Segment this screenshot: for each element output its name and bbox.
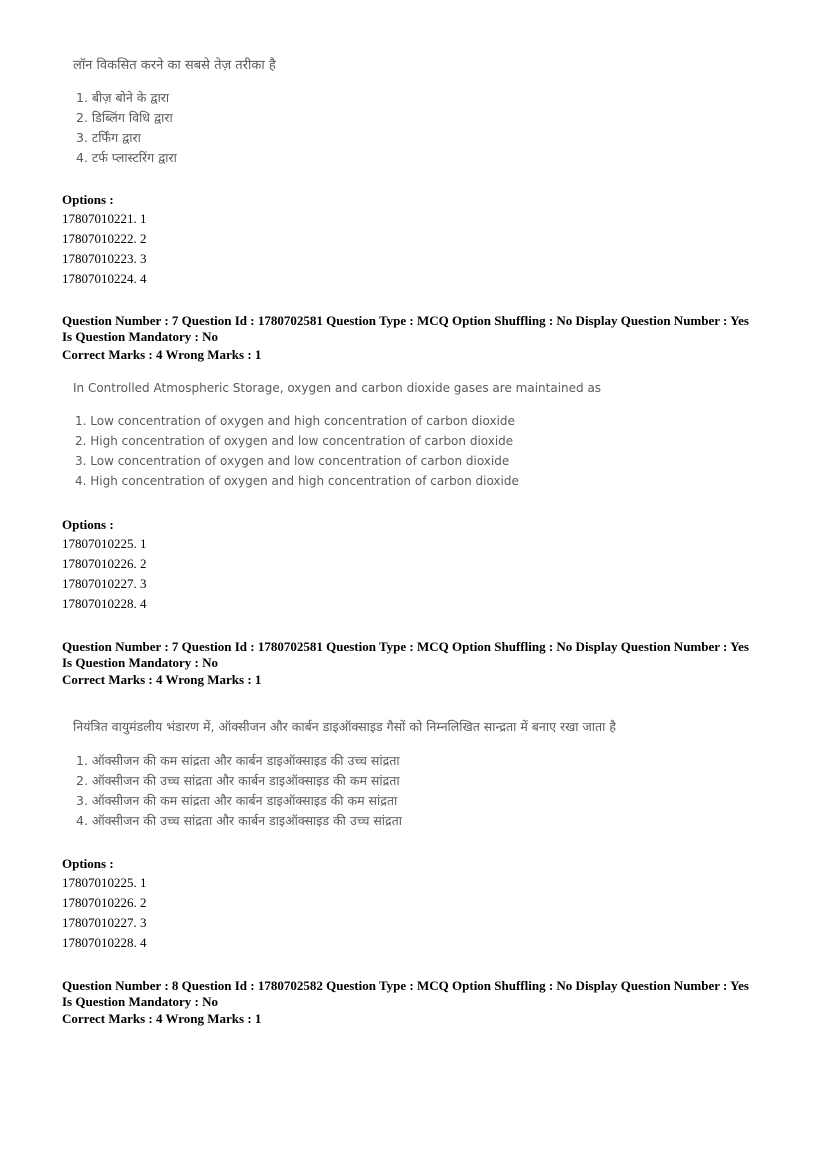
question-choice: 1. ऑक्सीजन की कम सांद्रता और कार्बन डाइऑक्साइड की उच्च सांद्रता: [76, 753, 400, 768]
option-id: 17807010225. 1: [62, 536, 147, 551]
question-marks: Correct Marks : 4 Wrong Marks : 1: [62, 1011, 262, 1026]
question-choice: 2. High concentration of oxygen and low concentration of carbon dioxide: [75, 434, 514, 448]
question-marks: Correct Marks : 4 Wrong Marks : 1: [62, 347, 262, 362]
question-choice: 3. टर्फिंग द्वारा: [76, 130, 141, 145]
question-mandatory: Is Question Mandatory : No: [62, 994, 219, 1009]
option-id: 17807010226. 2: [62, 895, 147, 910]
question-choice: 4. High concentration of oxygen and high concentration of carbon dioxide: [75, 474, 519, 488]
option-id: 17807010224. 4: [62, 271, 147, 286]
option-id: 17807010228. 4: [62, 935, 147, 950]
option-id: 17807010227. 3: [62, 915, 147, 930]
option-id: 17807010221. 1: [62, 211, 147, 226]
option-id: 17807010222. 2: [62, 231, 147, 246]
question-stem: लॉन विकसित करने का सबसे तेज़ तरीका है: [73, 58, 276, 73]
options-label: Options :: [62, 517, 114, 532]
option-id: 17807010227. 3: [62, 576, 147, 591]
option-id: 17807010228. 4: [62, 596, 147, 611]
question-choice: 1. Low concentration of oxygen and high concentration of carbon dioxide: [75, 414, 515, 428]
question-choice: 4. टर्फ प्लास्टरिंग द्वारा: [76, 150, 177, 165]
option-id: 17807010223. 3: [62, 251, 147, 266]
question-choice: 2. डिब्लिंग विधि द्वारा: [76, 110, 173, 125]
question-marks: Correct Marks : 4 Wrong Marks : 1: [62, 672, 262, 687]
question-meta-line: Question Number : 7 Question Id : 1780702581 Question Type : MCQ Option Shuffling : No Display Question Number : Yes: [62, 639, 749, 654]
options-label: Options :: [62, 856, 114, 871]
question-choice: 2. ऑक्सीजन की उच्च सांद्रता और कार्बन डाइऑक्साइड की कम सांद्रता: [76, 773, 400, 788]
option-id: 17807010225. 1: [62, 875, 147, 890]
option-id: 17807010226. 2: [62, 556, 147, 571]
question-stem: In Controlled Atmospheric Storage, oxygen and carbon dioxide gases are maintained as: [73, 381, 602, 395]
question-meta-line: Question Number : 8 Question Id : 1780702582 Question Type : MCQ Option Shuffling : No Display Question Number : Yes: [62, 978, 749, 993]
question-choice: 3. ऑक्सीजन की कम सांद्रता और कार्बन डाइऑक्साइड की कम सांद्रता: [76, 793, 398, 808]
question-mandatory: Is Question Mandatory : No: [62, 655, 219, 670]
question-meta-line: Question Number : 7 Question Id : 1780702581 Question Type : MCQ Option Shuffling : No Display Question Number : Yes: [62, 313, 749, 328]
question-mandatory: Is Question Mandatory : No: [62, 329, 219, 344]
question-choice: 4. ऑक्सीजन की उच्च सांद्रता और कार्बन डाइऑक्साइड की उच्च सांद्रता: [76, 813, 403, 828]
question-stem: नियंत्रित वायुमंडलीय भंडारण में, ऑक्सीजन और कार्बन डाइऑक्साइड गैसों को निम्नलिखित सान्द्रता में बनाए रखा जाता है: [73, 719, 616, 734]
options-label: Options :: [62, 192, 114, 207]
question-choice: 1. बीज़ बोने के द्वारा: [76, 90, 170, 105]
question-choice: 3. Low concentration of oxygen and low concentration of carbon dioxide: [75, 454, 510, 468]
